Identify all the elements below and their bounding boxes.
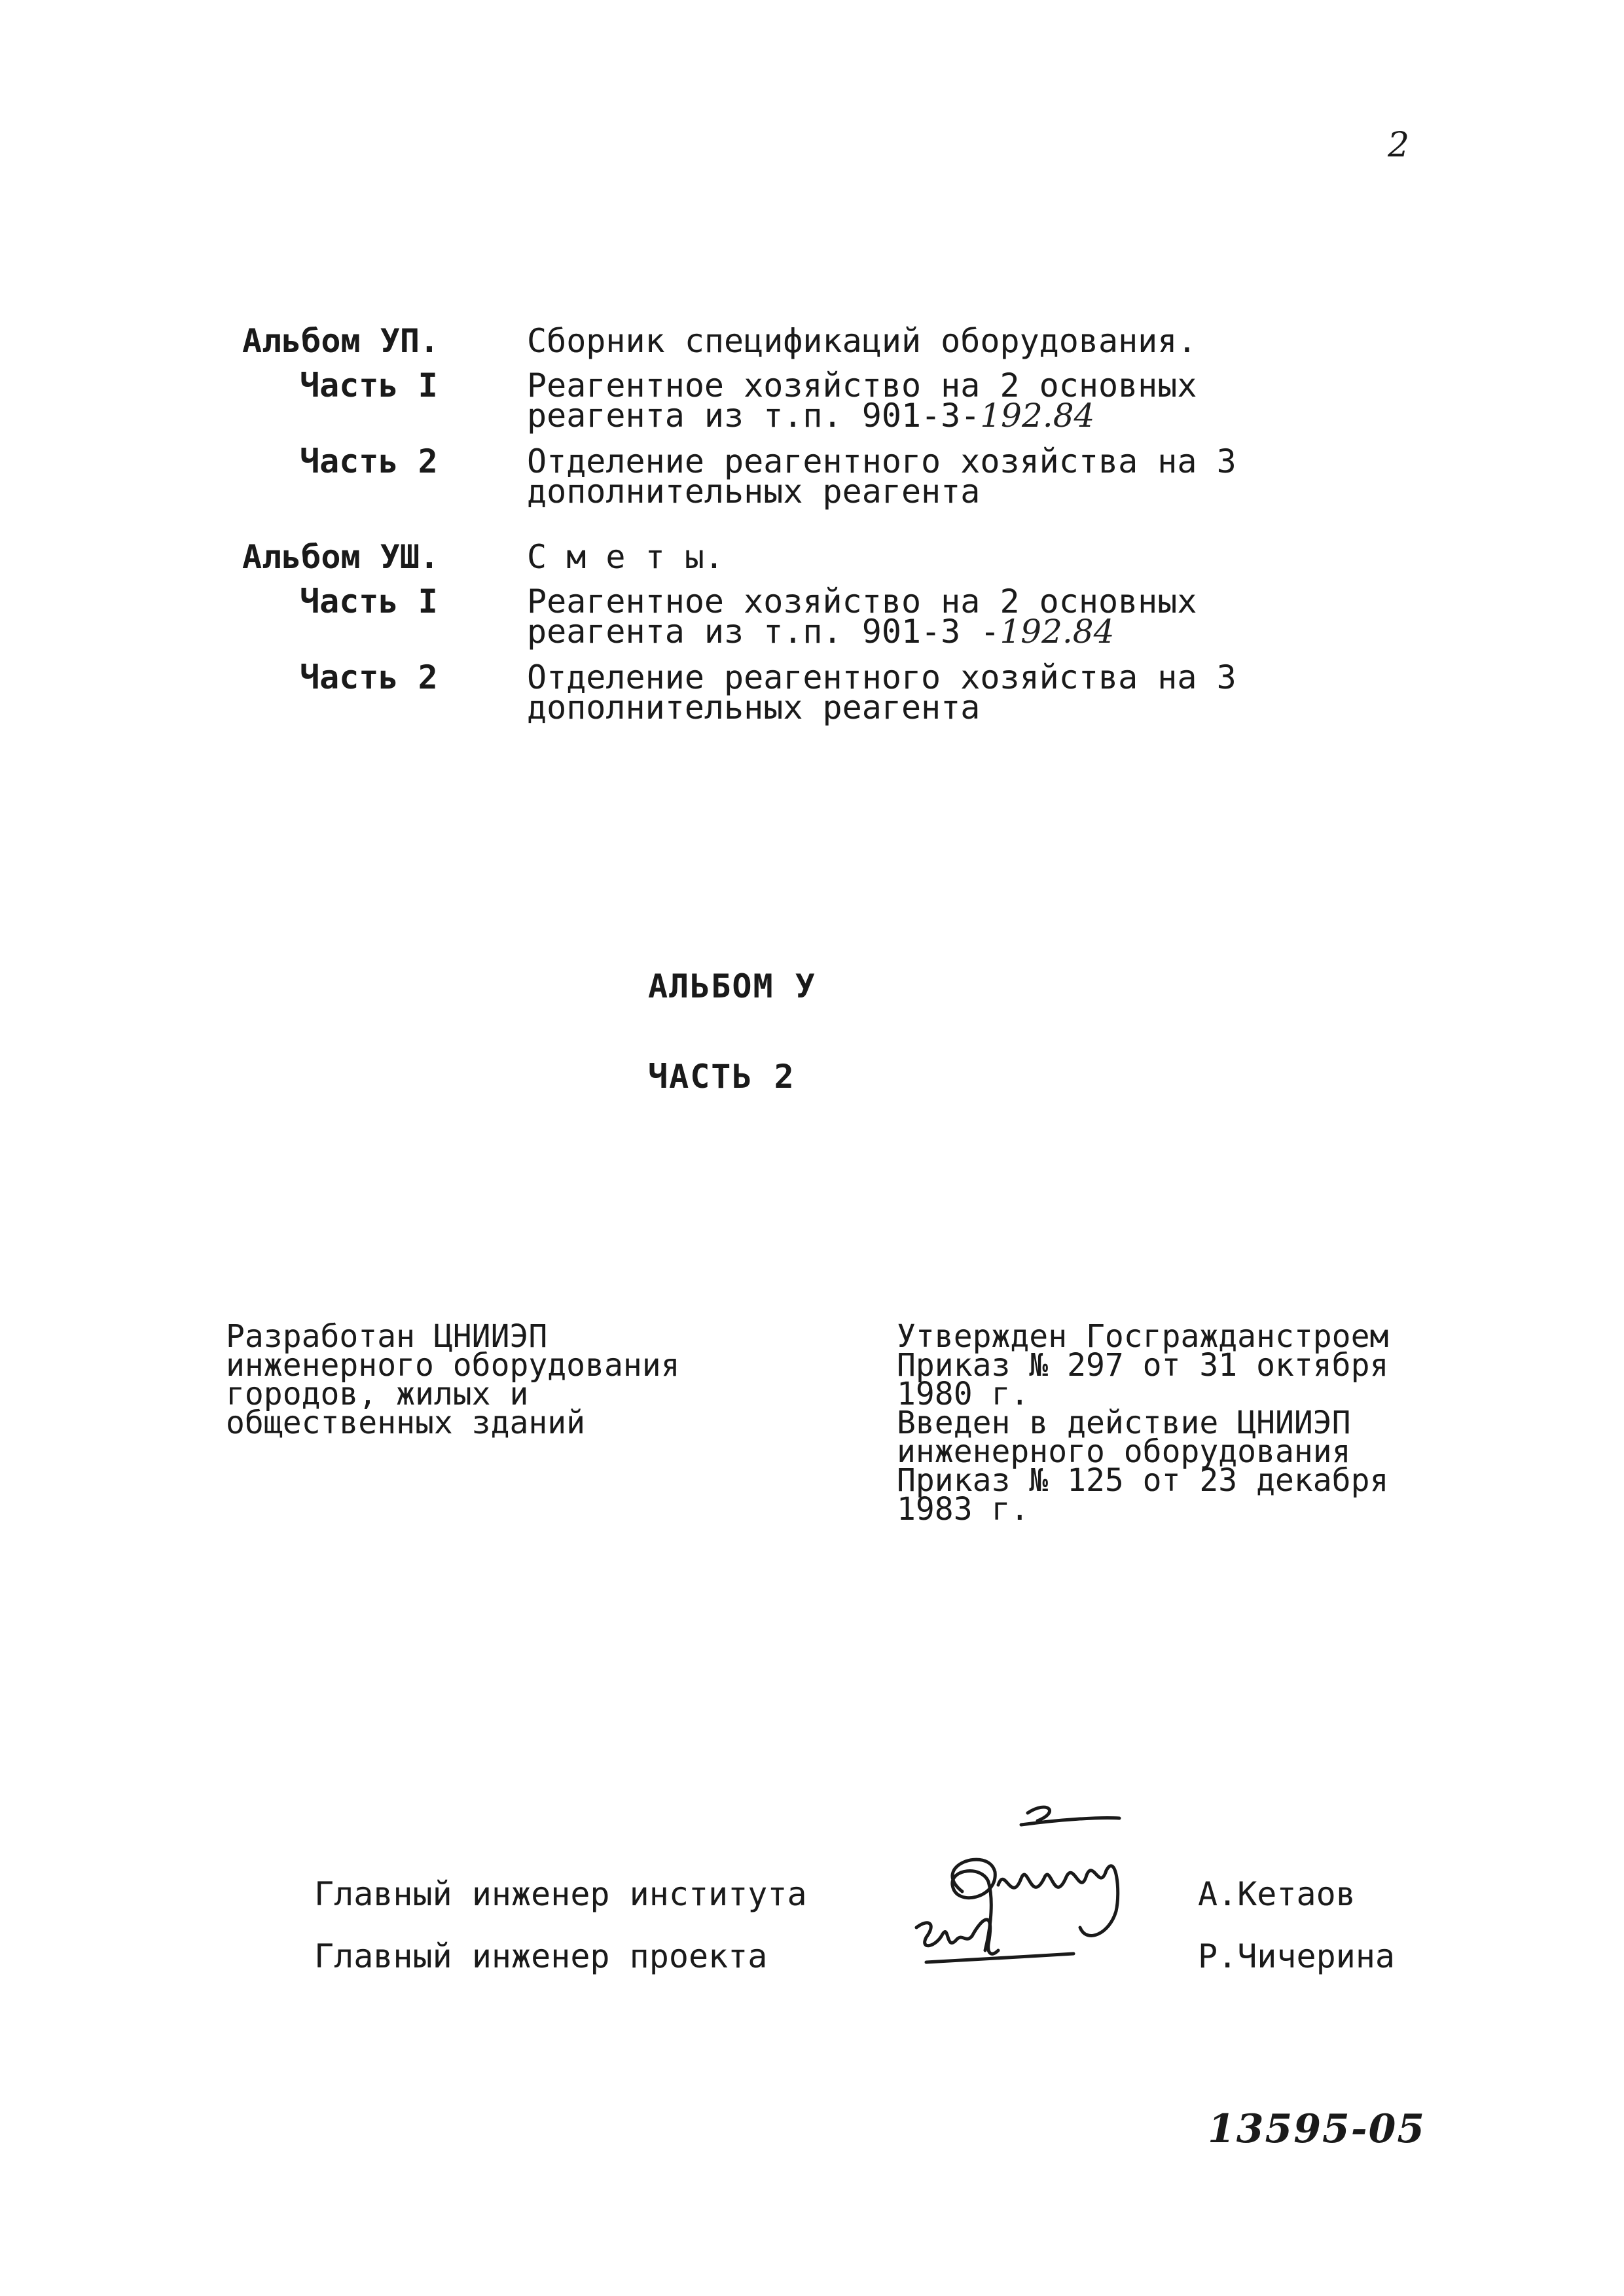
album-8-part-1-handwritten-number: 192.84 bbox=[1000, 613, 1115, 651]
album-8-part-1-label: Часть I bbox=[300, 583, 438, 620]
developed-by-line: городов, жилых и bbox=[226, 1376, 529, 1412]
album-7-part-2-label: Часть 2 bbox=[300, 442, 438, 480]
album-7-part-1-line-2 bbox=[527, 397, 1095, 435]
chief-engineer-project-name: Р.Чичерина bbox=[1198, 1937, 1396, 1975]
album-7-part-1-handwritten-number: 192.84 bbox=[980, 397, 1095, 435]
approved-by-line: Введен в действие ЦНИИЭП bbox=[897, 1405, 1351, 1441]
album-7-part-1-line-1: Реагентное хозяйство на 2 основных bbox=[527, 367, 1197, 404]
album-8-part-1-line-1: Реагентное хозяйство на 2 основных bbox=[527, 583, 1197, 620]
developed-by-line: общественных зданий bbox=[226, 1405, 586, 1441]
album-7-label: Альбом УП. bbox=[242, 322, 440, 360]
developed-by-line: Разработан ЦНИИЭП bbox=[226, 1318, 548, 1355]
part-heading: ЧАСТЬ 2 bbox=[648, 1058, 795, 1096]
approved-by-line: 1983 г. bbox=[897, 1491, 1030, 1528]
album-7-title: Сборник спецификаций оборудования. bbox=[527, 322, 1197, 360]
album-8-label: Альбом УШ. bbox=[242, 538, 440, 576]
inventory-number: 13595-05 bbox=[1208, 2106, 1426, 2152]
chief-engineer-project-role: Главный инженер проекта bbox=[314, 1937, 768, 1975]
album-8-part-1-line-2 bbox=[527, 613, 1115, 651]
album-8-part-1-line-2-text: реагента из т.п. 901-3 - bbox=[527, 613, 1000, 651]
page-number: 2 bbox=[1388, 126, 1410, 165]
album-7-part-1-label: Часть I bbox=[300, 367, 438, 404]
approved-by-line: Приказ № 297 от 31 октября bbox=[897, 1347, 1389, 1384]
album-7-part-2-line-1: Отделение реагентного хозяйства на 3 bbox=[527, 442, 1236, 480]
approved-by-line: 1980 г. bbox=[897, 1376, 1030, 1412]
chief-engineer-institute-role: Главный инженер института bbox=[314, 1875, 807, 1913]
album-heading: АЛЬБОМ У bbox=[648, 967, 816, 1005]
signatures-image bbox=[890, 1793, 1165, 1990]
album-8-part-2-label: Часть 2 bbox=[300, 658, 438, 696]
approved-by-block bbox=[897, 1318, 1389, 1528]
approved-by-line: инженерного оборудования bbox=[897, 1433, 1351, 1470]
chief-engineer-institute-name: А.Кетаов bbox=[1198, 1875, 1356, 1913]
album-7-part-2-line-2: дополнительных реагента bbox=[527, 473, 981, 511]
developed-by-line: инженерного оборудования bbox=[226, 1347, 680, 1384]
approved-by-line: Приказ № 125 от 23 декабря bbox=[897, 1462, 1389, 1499]
album-8-title: С м е т ы. bbox=[527, 538, 725, 576]
developed-by-block bbox=[226, 1318, 680, 1441]
album-8-part-2-line-1: Отделение реагентного хозяйства на 3 bbox=[527, 658, 1236, 696]
approved-by-line: Утвержден Госгражданстроем bbox=[897, 1318, 1389, 1355]
album-8-part-2-line-2: дополнительных реагента bbox=[527, 689, 981, 726]
album-7-part-1-line-2-text: реагента из т.п. 901-3- bbox=[527, 397, 981, 435]
